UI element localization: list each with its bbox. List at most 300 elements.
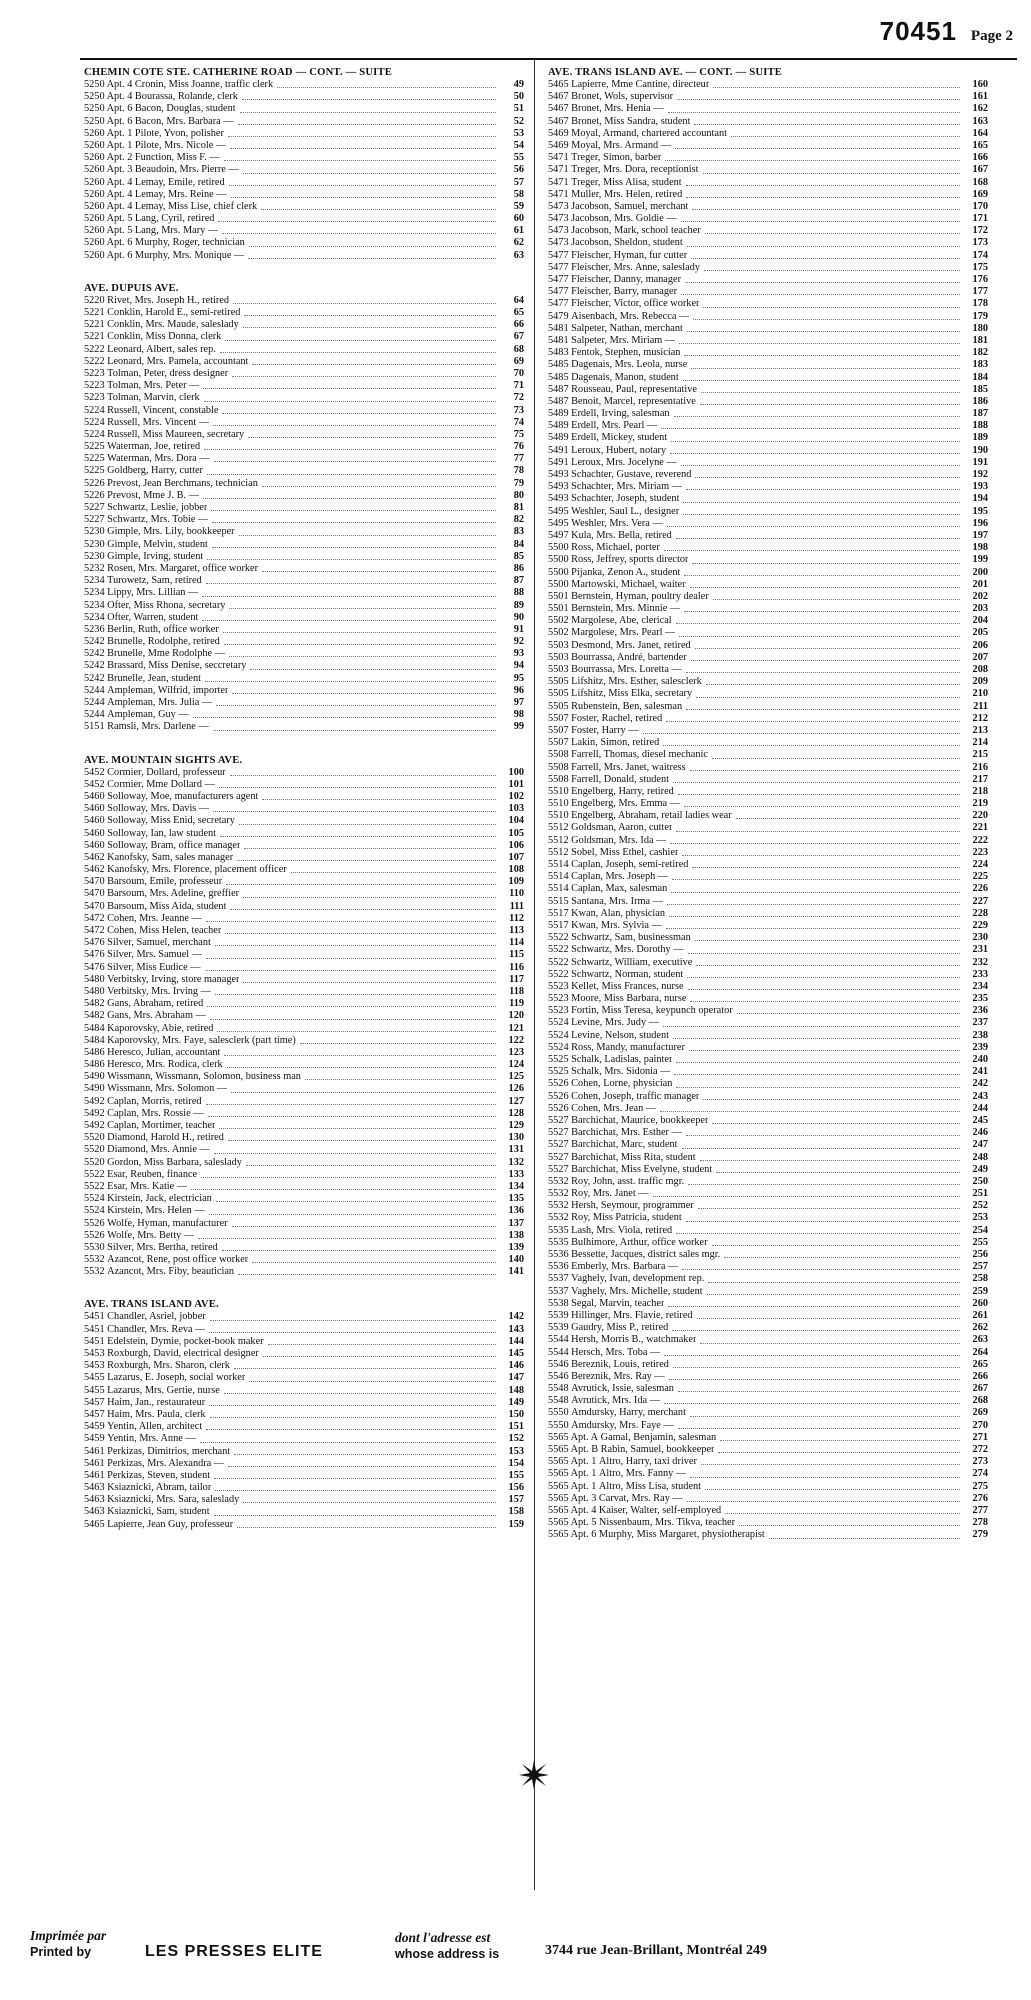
resident-name: Ofter, Warren, student [107,611,199,623]
resident-name: Perkizas, Dimitrios, merchant [107,1445,231,1457]
resident-name: Farrell, Mrs. Janet, waitress [571,761,686,773]
dot-leader [305,1071,496,1080]
dot-leader [666,920,960,929]
street-address: 5520 [84,1132,105,1144]
entry-number: 167 [972,164,988,176]
entry-number: 125 [508,1071,524,1083]
dot-leader [252,356,496,365]
dot-leader [228,1458,496,1467]
dot-leader [218,213,496,222]
directory-entry [84,1083,524,1095]
entry-number: 234 [972,980,988,992]
street-address: 5224 [84,428,105,440]
dot-leader [701,1456,960,1465]
dot-leader [690,993,960,1002]
directory-entry [548,1054,988,1066]
resident-name: Function, Miss F. — [134,152,220,164]
entry-number: 166 [972,152,988,164]
dot-leader [214,1144,496,1153]
directory-entry [84,1336,524,1348]
directory-entry [84,1397,524,1409]
directory-entry [84,587,524,599]
street-address: 5493 [548,493,569,505]
dot-leader [227,1059,496,1068]
dot-leader [672,871,960,880]
resident-name: Lapierre, Jean Guy, professeur [107,1518,234,1530]
entry-number: 89 [513,599,524,611]
entry-number: 60 [513,213,524,225]
entry-number: 232 [972,956,988,968]
dot-leader [238,1266,496,1275]
street-address: 5492 [84,1120,105,1131]
dot-leader [679,335,960,344]
resident-name: Lazarus, Mrs. Gertie, nurse [107,1384,220,1396]
dot-leader [204,392,496,401]
directory-entry [84,673,524,685]
entry-number: 259 [972,1285,988,1297]
street-address: 5461 [84,1445,105,1457]
entry-number: 53 [513,127,524,139]
dot-leader [248,250,496,259]
entry-number: 224 [972,859,988,870]
street-address: 5226 [84,489,105,501]
entry-number: 264 [972,1346,988,1358]
star-ornament-icon [519,1760,549,1790]
street-address: 5220 [84,294,105,306]
resident-name: Altro, Mrs. Fanny — [598,1468,687,1480]
street-heading: AVE. TRANS ISLAND AVE. [84,1299,219,1311]
entry-number: 64 [513,294,524,306]
dot-leader [689,1042,960,1051]
street-address: 5508 [548,749,569,761]
street-address: 5524 [84,1205,105,1217]
street-address: 5223 [84,392,105,404]
directory-entry [548,835,988,847]
entry-number: 71 [513,380,524,392]
entry-number: 121 [508,1022,524,1034]
street-address: 5502 [548,627,569,639]
entry-number: 131 [508,1144,524,1156]
directory-entry [548,335,988,347]
resident-name: Lemay, Emile, retired [134,176,225,188]
directory-entry [84,405,524,417]
entry-number: 160 [972,79,988,90]
directory-entry [84,1218,524,1230]
directory-entry [548,1383,988,1395]
directory-entry [84,876,524,888]
resident-name: Kirstein, Mrs. Helen — [107,1205,205,1217]
dot-leader [231,189,496,198]
dot-leader [684,798,960,807]
street-address: 5526 [548,1102,569,1114]
resident-name: Tolman, Mrs. Peter — [107,380,200,392]
dot-leader [213,417,496,426]
directory-entry [84,1023,524,1035]
directory-entry [548,1249,988,1261]
resident-name: Lifshitz, Miss Elka, secretary [571,688,693,700]
dot-leader [202,612,496,621]
resident-name: Bronet, Miss Sandra, student [571,115,691,127]
entry-number: 192 [972,469,988,480]
dot-leader [673,774,960,783]
street-address: 5476 [84,949,105,961]
entry-number: 270 [972,1419,988,1431]
resident-name: Schalk, Ladislas, painter [571,1054,673,1065]
entry-number: 110 [509,888,524,900]
resident-name: Schachter, Joseph, student [571,493,680,505]
dot-leader [670,835,960,844]
entry-number: 198 [972,542,988,554]
street-address: 5524 [84,1193,105,1205]
directory-entry [84,116,524,128]
resident-name: Bereznik, Mrs. Ray — [571,1370,665,1382]
directory-entry [84,1169,524,1181]
directory-entry [548,213,988,225]
entry-number: 266 [972,1370,988,1382]
directory-entry [548,506,988,518]
resident-name: Wissmann, Wissmann, Solomon, business man [107,1071,301,1083]
entry-number: 76 [513,441,524,453]
resident-name: Fleischer, Danny, manager [571,274,682,285]
directory-entry [548,1273,988,1285]
entry-number: 269 [972,1407,988,1419]
page-header [880,16,1013,47]
directory-entry [548,530,988,542]
street-address: 5503 [548,651,569,663]
resident-name: Avrutick, Issie, salesman [571,1383,674,1395]
resident-name: Roy, John, asst. traffic mgr. [571,1175,685,1187]
street-address: 5537 [548,1273,569,1285]
resident-name: Bourassa, Rolande, clerk [134,91,238,103]
street-address: 5535 [548,1224,569,1236]
entry-number: 84 [513,538,524,550]
entry-number: 250 [972,1175,988,1187]
resident-name: Diamond, Harold H., retired [107,1132,224,1144]
street-address: 5470 [84,888,105,900]
resident-name: Diamond, Mrs. Annie — [107,1144,210,1156]
directory-entry [84,1181,524,1193]
dot-leader [214,453,496,462]
entry-number: 226 [972,883,988,895]
directory-entry [548,969,988,981]
resident-name: Solloway, Moe, manufacturers agent [107,790,259,802]
street-address: 5507 [548,724,569,736]
directory-entry [548,396,988,408]
entry-number: 156 [508,1482,524,1494]
resident-name: Rubenstein, Ben, salesman [571,700,683,712]
dot-leader [277,79,496,88]
street-address: 5514 [548,871,569,883]
entry-number: 52 [513,115,524,127]
directory-entry [84,189,524,201]
resident-name: Barsoum, Miss Aida, student [107,900,227,912]
dot-leader [209,1324,496,1333]
directory-entry [84,237,524,249]
street-address: 5260 Apt. 4 [84,200,133,212]
directory-entry [548,420,988,432]
dot-leader [691,359,960,368]
entry-number: 143 [508,1323,524,1335]
street-address: 5260 Apt. 1 [84,139,133,151]
entry-number: 123 [508,1046,524,1058]
entry-number: 244 [972,1102,988,1114]
resident-name: Waterman, Mrs. Dora — [107,453,210,465]
dot-leader [203,490,496,499]
resident-name: Lapierre, Mme Cantine, directeur [571,79,710,90]
directory-entry [84,502,524,514]
street-address: 5524 [548,1017,569,1029]
dot-leader [690,1468,960,1477]
resident-name: Schachter, Gustave, reverend [571,469,692,480]
resident-name: Schwartz, Mrs. Dorothy — [571,944,684,956]
directory-entry [548,1225,988,1237]
entry-number: 214 [972,737,988,749]
directory-entry [84,441,524,453]
resident-name: Desmond, Mrs. Janet, retired [571,639,691,651]
street-address: 5565 Apt. B [548,1444,599,1455]
dot-leader [224,152,496,161]
dot-leader [668,103,960,112]
resident-name: Engelberg, Harry, retired [571,785,674,797]
directory-entry [548,688,988,700]
resident-name: Nissenbaum, Mrs. Tikva, teacher [598,1517,736,1529]
directory-entry [84,1071,524,1083]
entry-number: 220 [972,810,988,822]
section-gap [84,1278,524,1298]
dot-leader [713,79,960,88]
directory-entry [548,1468,988,1480]
dot-leader [228,1132,496,1141]
resident-name: Moore, Miss Barbara, nurse [571,993,687,1005]
resident-name: Foster, Harry — [571,724,639,736]
entry-number: 242 [972,1078,988,1090]
street-address: 5222 [84,355,105,367]
resident-name: Salpeter, Nathan, merchant [571,322,683,334]
entry-number: 174 [972,249,988,261]
dot-leader [225,331,496,340]
directory-entry [84,1385,524,1397]
dot-leader [682,847,960,856]
street-address: 5526 [548,1078,569,1090]
dot-leader [225,925,496,934]
entry-number: 87 [513,575,524,587]
directory-entry [548,177,988,189]
directory-entry [548,1371,988,1383]
directory-entry [548,1334,988,1346]
street-address: 5472 [84,912,105,924]
directory-entry [548,140,988,152]
entry-number: 253 [972,1212,988,1224]
entry-number: 65 [513,307,524,318]
entry-number: 49 [513,79,524,90]
directory-entry [84,1324,524,1336]
directory-entry [548,786,988,798]
entry-number: 136 [508,1205,524,1217]
dot-leader [232,368,496,377]
dot-leader [208,1108,496,1117]
entry-number: 137 [508,1217,524,1229]
directory-entry [548,152,988,164]
directory-entry [548,627,988,639]
resident-name: Gimple, Mrs. Lily, bookkeeper [107,526,235,538]
street-address: 5522 [548,932,569,944]
directory-entry [548,762,988,774]
dot-leader [661,420,960,429]
dot-leader [663,1017,960,1026]
directory-entry [548,981,988,993]
street-address: 5492 [84,1095,105,1107]
dot-leader [687,323,960,332]
street-address: 5505 [548,676,569,688]
resident-name: Ksiaznicki, Mrs. Sara, saleslady [107,1494,240,1506]
street-address: 5470 [84,900,105,912]
entry-number: 164 [972,127,988,139]
dot-leader [686,177,960,186]
directory-entry [548,883,988,895]
dot-leader [694,116,960,125]
street-address: 5473 [548,213,569,225]
directory-entry [548,542,988,554]
street-address: 5523 [548,1005,569,1017]
street-address: 5517 [548,919,569,931]
resident-name: Caplan, Joseph, semi-retired [571,859,689,870]
resident-name: Kellet, Miss Frances, nurse [571,980,684,992]
entry-number: 190 [972,444,988,456]
resident-name: Berlin, Ruth, office worker [107,623,219,635]
dot-leader [214,1506,496,1515]
entry-number: 210 [972,688,988,700]
street-address: 5455 [84,1372,105,1384]
street-address: 5457 [84,1408,105,1420]
resident-name: Lang, Cyril, retired [134,213,215,225]
dot-leader [671,432,960,441]
resident-name: Levine, Mrs. Judy — [571,1017,659,1029]
directory-entry [548,810,988,822]
street-address: 5260 Apt. 1 [84,127,133,139]
directory-entry [84,1348,524,1360]
dot-leader [683,493,960,502]
resident-name: Kanofsky, Mrs. Florence, placement officer [107,864,287,876]
resident-name: Conklin, Harold E., semi-retired [107,307,241,318]
entry-number: 112 [509,912,524,924]
dot-leader [671,883,960,892]
resident-name: Yentin, Allen, architect [107,1421,203,1433]
directory-entry [84,937,524,949]
entry-number: 119 [509,998,524,1010]
street-address: 5501 [548,603,569,615]
dot-leader [213,803,496,812]
directory-entry [548,1505,988,1517]
resident-name: Gans, Abraham, retired [107,998,204,1010]
directory-entry [548,798,988,810]
directory-entry [84,815,524,827]
resident-name: Silver, Samuel, merchant [107,937,211,949]
street-address: 5527 [548,1163,569,1175]
street-address: 5224 [84,404,105,416]
dot-leader [229,600,496,609]
dot-leader [230,767,496,776]
dot-leader [243,888,496,897]
directory-entry [84,575,524,587]
entry-number: 98 [513,709,524,721]
directory-entry [548,1261,988,1273]
dot-leader [686,189,960,198]
dot-leader [201,1169,496,1178]
street-address: 5546 [548,1370,569,1382]
resident-name: Beaudoin, Mrs. Pierre — [134,164,239,176]
street-address: 5527 [548,1151,569,1163]
dot-leader [693,311,960,320]
directory-entry [84,709,524,721]
entry-number: 68 [513,343,524,355]
entry-number: 135 [508,1193,524,1205]
entry-number: 186 [972,395,988,407]
resident-name: Leonard, Albert, sales rep. [107,343,216,355]
directory-entry [548,652,988,664]
dot-leader [222,225,496,234]
directory-entry [548,591,988,603]
dot-leader [705,1481,960,1490]
resident-name: Bulhimore, Arthur, office worker [571,1236,708,1248]
directory-entry [84,225,524,237]
street-address: 5467 [548,103,569,115]
dot-leader [238,116,496,125]
entry-number: 154 [508,1457,524,1469]
street-address: 5489 [548,432,569,444]
street-address: 5514 [548,859,569,870]
entry-number: 82 [513,514,524,526]
directory-entry [548,225,988,237]
street-address: 5452 [84,778,105,790]
directory-entry [548,713,988,725]
dot-leader [667,896,960,905]
resident-name: Solloway, Bram, office manager [107,839,241,851]
directory-entry [548,1347,988,1359]
entry-number: 218 [972,785,988,797]
street-address: 5250 Apt. 4 [84,91,133,103]
directory-entry [84,368,524,380]
directory-entry [84,1458,524,1470]
dot-leader [226,876,496,885]
resident-name: Bourrassa, André, bartender [571,651,687,663]
resident-name: Brunelle, Rodolphe, retired [107,636,220,648]
resident-name: Waterman, Joe, retired [107,441,201,453]
entry-number: 240 [972,1054,988,1065]
directory-entry [548,103,988,115]
entry-number: 277 [972,1504,988,1516]
dot-leader [205,673,496,682]
resident-name: Pilote, Yvon, polisher [134,127,224,139]
entry-number: 79 [513,477,524,489]
street-address: 5461 [84,1469,105,1481]
directory-entry [84,1266,524,1278]
dot-leader [700,1152,960,1161]
entry-number: 199 [972,554,988,566]
street-address: 5532 [548,1188,569,1200]
directory-entry [84,128,524,140]
resident-name: Brassard, Miss Denise, seccretary [107,660,247,672]
entry-number: 211 [973,700,988,712]
street-heading: AVE. TRANS ISLAND AVE. — CONT. — SUITE [548,67,783,78]
entry-number: 77 [513,453,524,465]
street-address: 5505 [548,688,569,700]
entry-number: 262 [972,1322,988,1334]
dot-leader [653,1188,960,1197]
resident-name: Muller, Mrs. Helen, retired [571,188,683,200]
entry-number: 196 [972,517,988,529]
directory-entry [548,664,988,676]
resident-name: Silver, Mrs. Bertha, retired [107,1241,218,1253]
